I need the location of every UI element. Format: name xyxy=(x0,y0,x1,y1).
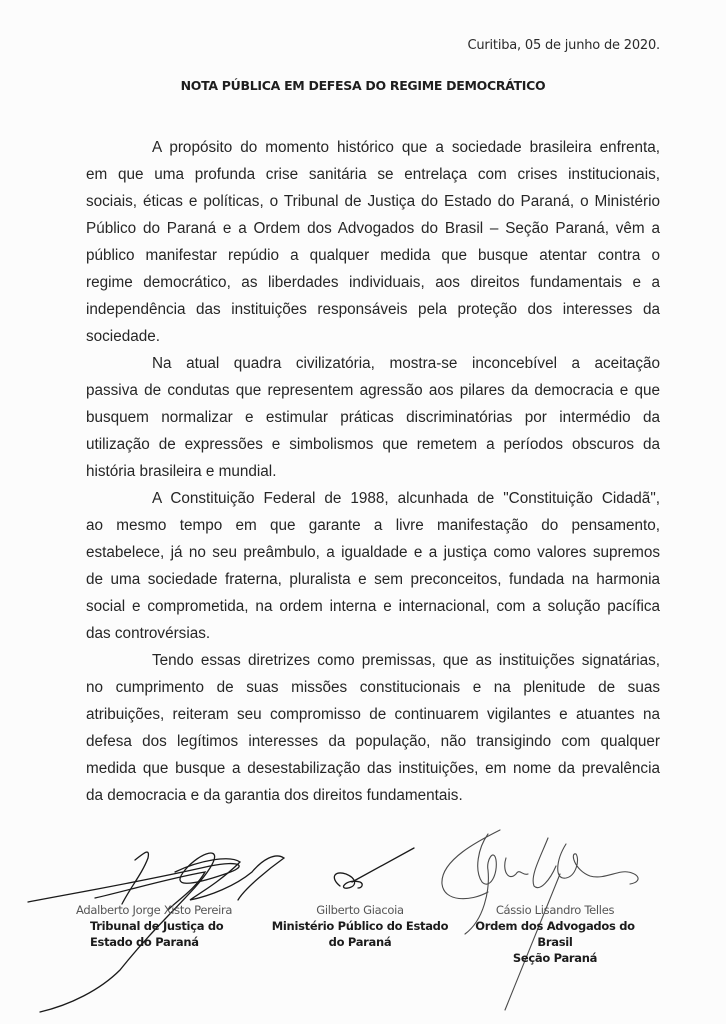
text-line: busquem normalizar e estimular práticas discriminatórias por intermédio da xyxy=(86,409,660,426)
signatory-name: Adalberto Jorge Xisto Pereira xyxy=(76,903,233,917)
signatory-name: Cássio Lisandro Telles xyxy=(495,903,615,917)
signatory-tribunal xyxy=(76,902,276,950)
text-line: em que uma profunda crise sanitária se entrelaça com crises institucionais, xyxy=(86,166,660,183)
text-line: A propósito do momento histórico que a sociedade brasileira enfrenta, xyxy=(152,139,660,156)
text-line: sociedade. xyxy=(86,328,160,345)
signatory-oab xyxy=(464,902,646,966)
signatory-name: Gilberto Giacoia xyxy=(316,903,404,917)
text-line: da democracia e da garantia dos direitos fundamentais. xyxy=(86,787,463,804)
signatory-organization: Seção Paraná xyxy=(512,951,598,965)
text-line: passiva de condutas que representem agressão aos pilares da democracia e que xyxy=(86,382,660,399)
text-line: ao mesmo tempo em que garante a livre manifestação do pensamento, xyxy=(86,517,660,534)
text-line: de uma sociedade fraterna, pluralista e sem preconceitos, fundada na harmonia xyxy=(86,571,660,588)
text-line: A Constituição Federal de 1988, alcunhada de "Constituição Cidadã", xyxy=(152,490,660,507)
signatory-organization: do Paraná xyxy=(328,935,392,949)
text-line: Tendo essas diretrizes como premissas, que as instituições signatárias, xyxy=(152,652,660,669)
text-line: independência das instituições responsáveis pela proteção dos interesses da xyxy=(86,301,660,318)
signature-middle-scribble xyxy=(334,848,414,888)
signatory-organization: Tribunal de Justiça do xyxy=(90,919,224,933)
text-line: história brasileira e mundial. xyxy=(86,463,277,480)
text-line: Na atual quadra civilizatória, mostra-se inconcebível a aceitação xyxy=(152,355,660,372)
text-line: das controvérsias. xyxy=(86,625,211,642)
text-line: defesa dos legítimos interesses da população, não transigindo com qualquer xyxy=(86,733,660,750)
text-line: público manifestar repúdio a qualquer medida que busque atentar contra o xyxy=(86,247,660,264)
signatory-ministerio-publico xyxy=(270,902,450,950)
signatory-organization: Ministério Público do Estado xyxy=(271,919,449,933)
text-line: Público do Paraná e a Ordem dos Advogados do Brasil – Seção Paraná, vêm a xyxy=(86,220,660,237)
text-line: sociais, éticas e políticas, o Tribunal de Justiça do Estado do Paraná, o Ministério xyxy=(86,193,660,210)
document-title: NOTA PÚBLICA EM DEFESA DO REGIME DEMOCRÁTICO xyxy=(180,78,546,93)
text-line: medida que busque a desestabilização das instituições, em nome da prevalência xyxy=(86,760,660,777)
signatures-section xyxy=(0,830,726,1010)
document-date: Curitiba, 05 de junho de 2020. xyxy=(467,38,660,53)
text-line: social e comprometida, na ordem interna e internacional, com a solução pacífica xyxy=(86,598,660,615)
text-line: estabelece, já no seu preâmbulo, a igualdade e a justiça como valores supremos xyxy=(86,544,660,561)
text-line: utilização de expressões e simbolismos que remetem a períodos obscuros da xyxy=(86,436,660,453)
text-line: regime democrático, as liberdades individuais, aos direitos fundamentais e a xyxy=(86,274,660,291)
signatory-organization: Ordem dos Advogados do Brasil xyxy=(475,919,635,949)
text-line: atribuições, reiteram seu compromisso de continuarem vigilantes e atuantes na xyxy=(86,706,660,723)
text-line: no cumprimento de suas missões constitucionais e na plenitude de suas xyxy=(86,679,660,696)
signatory-organization: Estado do Paraná xyxy=(90,935,199,949)
